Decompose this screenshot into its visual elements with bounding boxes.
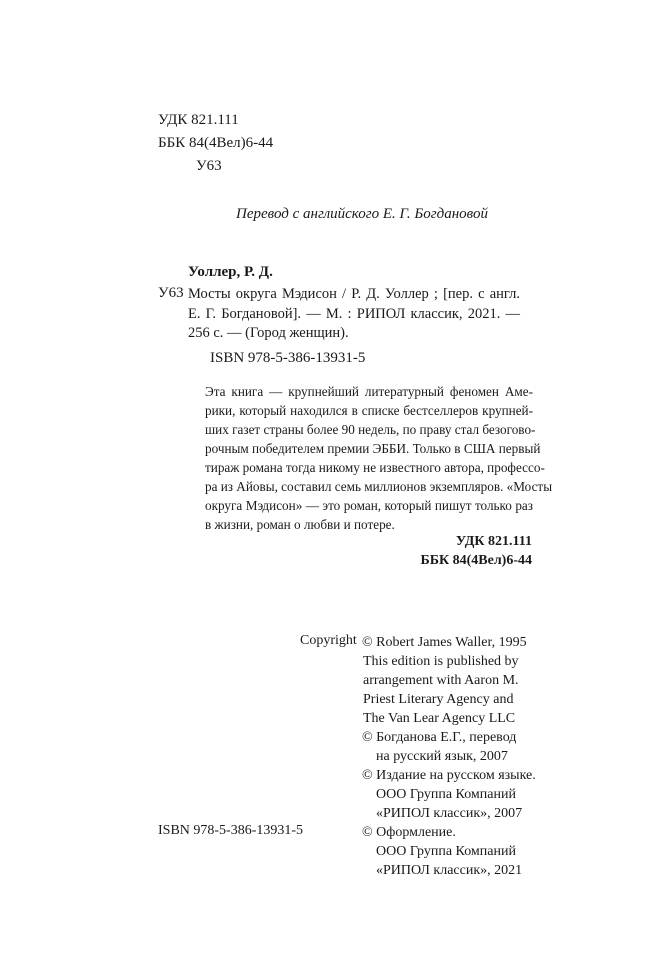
description-line: 256 с. — (Город женщин).: [188, 325, 349, 341]
copyright-line: © Robert James Waller, 1995: [362, 635, 527, 650]
author-mark: У63: [196, 158, 222, 174]
copyright-line: ООО Группа Компаний: [376, 787, 516, 802]
bibliographic-description: [188, 285, 520, 344]
annotation-line: округа Мэдисон» — это роман, который пишут только раз: [205, 498, 533, 513]
annotation: [205, 382, 553, 534]
annotation-line: рики, который находился в списке бестселлеров крупней-: [205, 403, 533, 418]
copyright-lines: [362, 633, 536, 880]
copyright-line: Priest Literary Agency and: [363, 692, 514, 707]
copyright-line: © Оформление.: [362, 825, 456, 840]
record-isbn: ISBN 978-5-386-13931-5: [210, 350, 366, 366]
copyright-label: Copyright: [300, 633, 357, 648]
annotation-line: ших газет страны более 90 недель, по праву стал безогово-: [205, 422, 536, 437]
description-line: Е. Г. Богдановой]. — М. : РИПОЛ классик, 2021. —: [188, 305, 520, 322]
udk-code: УДК 821.111: [158, 112, 239, 128]
copyright-line: © Издание на русском языке.: [362, 768, 536, 783]
copyright-line: «РИПОЛ классик», 2021: [376, 863, 523, 878]
annotation-line: рочным победителем премии ЭББИ. Только в США первый: [205, 441, 541, 456]
translator-note: Перевод с английского Е. Г. Богдановой: [236, 206, 488, 222]
udk-code-repeat: УДК 821.111: [455, 534, 532, 549]
bottom-isbn: ISBN 978-5-386-13931-5: [158, 823, 304, 838]
record-author-mark: У63: [158, 285, 184, 301]
copyright-line: © Богданова Е.Г., перевод: [362, 730, 517, 745]
copyright-line: на русский язык, 2007: [376, 749, 508, 764]
bbk-code: ББК 84(4Вел)6-44: [158, 135, 274, 151]
description-line: Мосты округа Мэдисон / Р. Д. Уоллер ; [пер. с англ.: [188, 286, 520, 302]
copyright-line: This edition is published by: [363, 654, 519, 669]
annotation-line: в жизни, роман о любви и потере.: [205, 517, 395, 532]
copyright-line: «РИПОЛ классик», 2007: [376, 806, 523, 821]
copyright-line: The Van Lear Agency LLC: [363, 711, 516, 726]
copyright-line: arrangement with Aaron M.: [363, 673, 519, 688]
annotation-line: ра из Айовы, составил семь миллионов экземпляров. «Мосты: [205, 479, 553, 494]
author-heading: Уоллер, Р. Д.: [188, 264, 273, 280]
annotation-line: Эта книга — крупнейший литературный феномен Аме-: [205, 384, 533, 399]
copyright-line: ООО Группа Компаний: [376, 844, 516, 859]
bbk-code-repeat: ББК 84(4Вел)6-44: [420, 553, 532, 568]
annotation-line: тираж романа тогда никому не известного автора, профессо-: [205, 460, 545, 475]
